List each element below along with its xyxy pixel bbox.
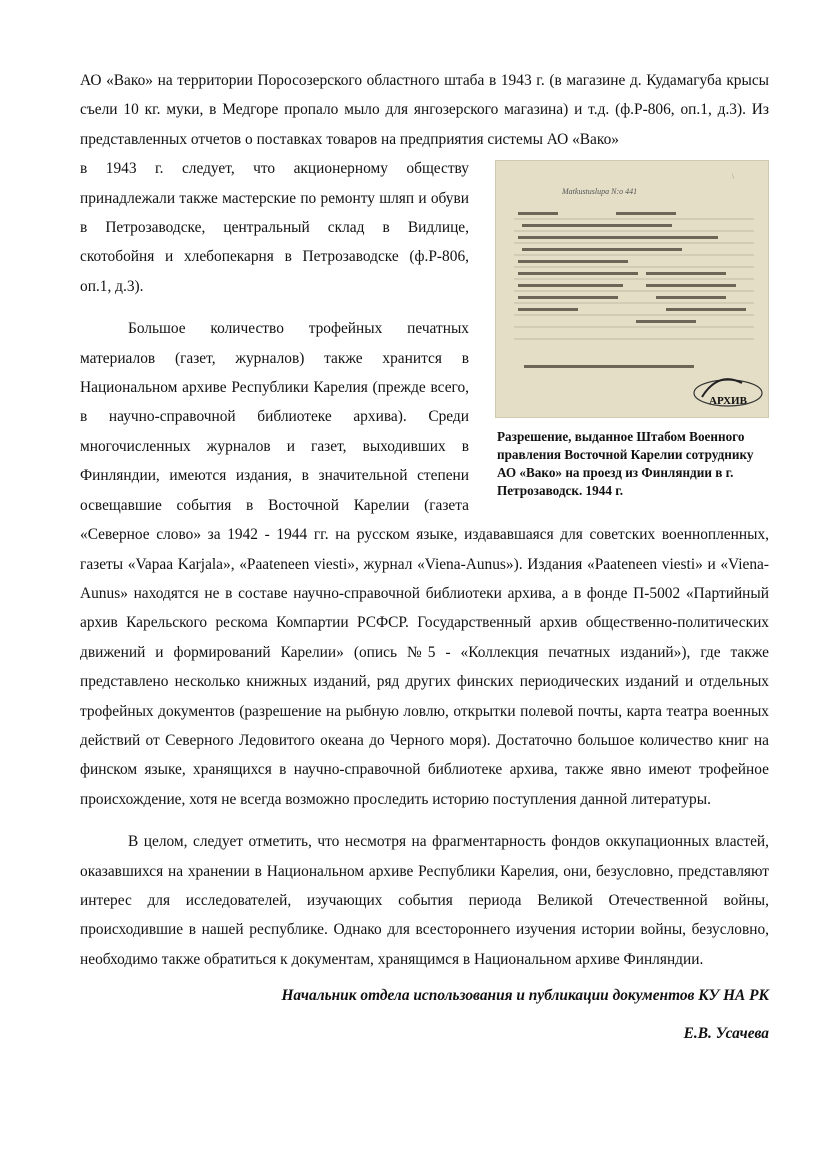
signature-name: Е.В. Усачева: [683, 1025, 769, 1043]
paragraph-3: В целом, следует отметить, что несмотря на фрагментарность фондов оккупационных властей, оказавшихся на хранении в Национальном архиве Республики Карелия, они, безусловно, представляют интерес для исследователей, изучающих события периода Великой Отечественной войны, происходившие в нашей республике. Однако для всестороннего изучения истории войны, безусловно, необходимо также обратиться к документам, хранящимся в Национальном архиве Финляндии.: [80, 833, 769, 968]
document-page: [80, 66, 769, 1044]
signature-position: Начальник отдела использования и публикации документов КУ НА РК: [281, 987, 769, 1005]
permit-title: Matkustuslupa N:o 441: [562, 187, 638, 197]
permit-scan-drawing: [496, 161, 768, 417]
paragraph-1-intro: АО «Вако» на территории Поросозерского областного штаба в 1943 г. (в магазине д. Кудамагуба крысы съели 10 кг. муки, в Медгоре пропало мыло для янгозерского магазина) и т.д. (ф.Р-806, оп.1, д.3). Из представленных отчетов о поставках товаров на предприятия системы АО «Вако»: [80, 72, 769, 148]
paragraph-2: Большое количество трофейных печатных материалов (газет, журналов) также хранится в Национальном архиве Республики Карелия (прежде всего, в научно-справочной библиотеке архива). Среди многочисленных журналов и газет, выходивших в Финляндии, имеются издания, в значительной степени освещавшие события в Восточной Карелии (газета «Северное слово» за 1942 - 1944 гг. на русском языке, издававшаяся для советских военнопленных, газеты «Vapaa Karjala», «Paateneen viesti», журнал «Viena-Aunus»). Издания «Paateneen viesti» и «Viena-Aunus» находятся не в составе научно-справочной библиотеки архива, а в фонде П-5002 «Партийный архив Карельского рескома Компартии РСФСР. Государственный архив общественно-политических движений и формирований Карелии» (опись №5 - «Коллекция печатных изданий»), где также представлено несколько книжных изданий, ряд других финских периодических изданий и отдельных трофейных документов (разрешение на рыбную ловлю, открытки полевой почты, карта театра военных действий от Северного Ледовитого океана до Черного моря). Достаточно большое количество книг на финском языке, хранящихся в научно-справочной библиотеке архива, также явно имеют трофейное происхождение, хотя не всегда возможно проследить историю поступления данной литературы.: [80, 320, 769, 808]
figure-caption: Разрешение, выданное Штабом Военного правления Восточной Карелии сотруднику АО «Вако» на проезд из Финляндии в г. Петрозаводск. 1944 г.: [497, 429, 754, 498]
archive-logo-text: АРХИВ: [709, 395, 747, 408]
permit-document-image: [495, 160, 769, 418]
figure-permit: [487, 160, 769, 499]
paragraph-1-continued: в 1943 г. следует, что акционерному обществу принадлежали также мастерские по ремонту шляп и обуви в Петрозаводске, центральный склад в Видлице, скотобойня и хлебопекарня в Петрозаводске (ф.Р-806, оп.1, д.3).: [80, 160, 469, 295]
svg-text:\: \: [732, 174, 734, 182]
